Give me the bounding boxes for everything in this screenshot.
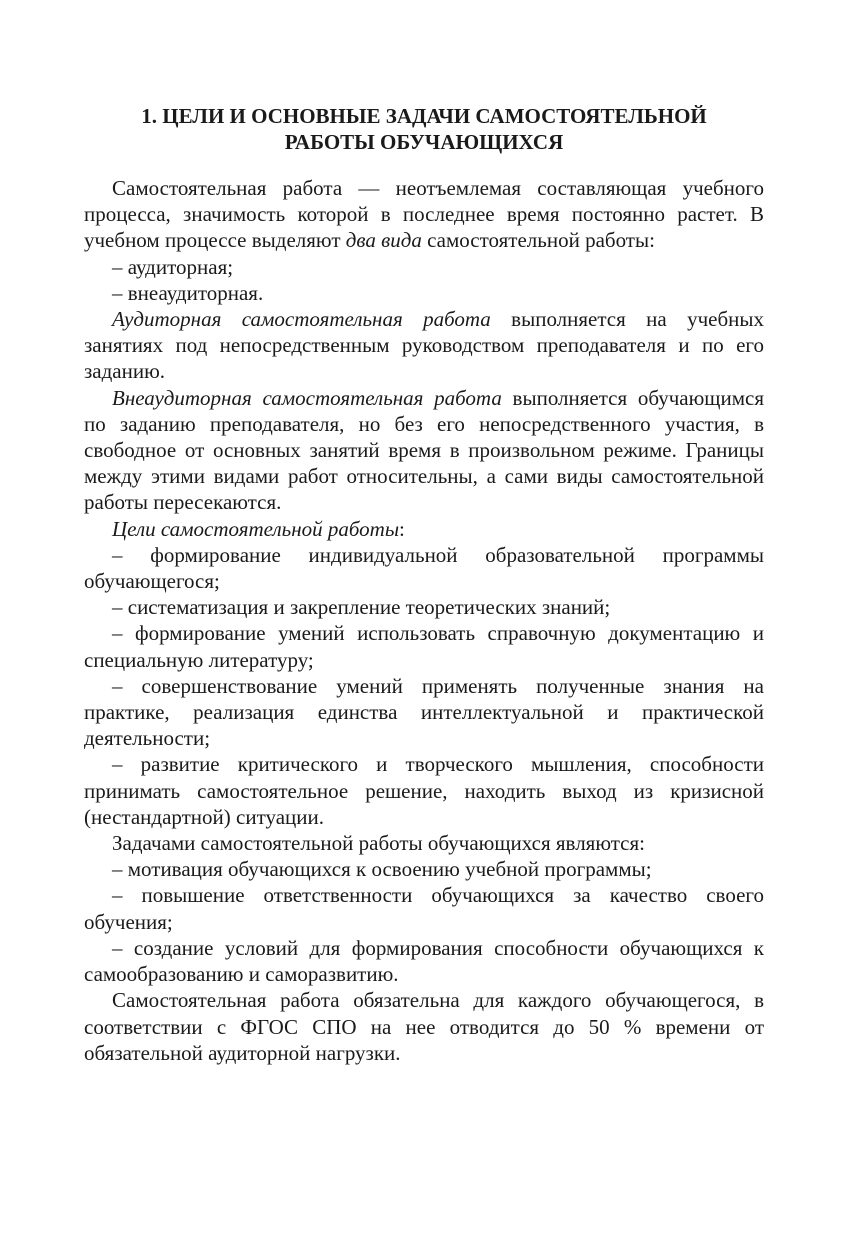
section-title-line-2: РАБОТЫ ОБУЧАЮЩИХСЯ — [284, 130, 564, 154]
goal-item: – совершенствование умений применять полученные знания на практике, реализация единства интеллектуальной и практической деятельности; — [84, 673, 764, 751]
auditorium-text: выполняется на учебных занятиях под непосредственным руководством преподавателя и по его заданию. — [84, 307, 764, 384]
tasks-heading: Задачами самостоятельной работы обучающихся являются: — [112, 831, 645, 856]
auditorium-paragraph — [84, 306, 764, 385]
goal-item: – развитие критического и творческого мышления, способности принимать самостоятельное решение, находить выход из кризисной (нестандартной) ситуации. — [84, 752, 764, 829]
goal-item: – систематизация и закрепление теоретических знаний; — [112, 595, 611, 620]
list-item: – внеаудиторная. — [112, 280, 264, 305]
extracurricular-paragraph — [84, 385, 764, 516]
goals-heading-term: Цели самостоятельной работы — [112, 516, 400, 541]
extracurricular-text: выполняется обучающимся по заданию преподавателя, но без его непосредственного участия, в свободное от основных занятий время в произвольном режиме. Границы между этими видами работ относительны, а сами виды самостоятельной работы пересекаются. — [84, 385, 764, 515]
intro-emphasis: два вида — [345, 228, 422, 253]
section-title-line-1: 1. ЦЕЛИ И ОСНОВНЫЕ ЗАДАЧИ САМОСТОЯТЕЛЬНОЙ — [141, 104, 707, 128]
intro-paragraph — [84, 175, 764, 254]
task-item: – мотивация обучающихся к освоению учебной программы; — [112, 857, 652, 882]
task-item: – повышение ответственности обучающихся за качество своего обучения; — [84, 883, 764, 934]
goal-item: – формирование индивидуальной образовательной программы обучающегося; — [84, 542, 764, 594]
intro-text: Самостоятельная работа — неотъемлемая составляющая учебного процесса, значимость которой в последнее время постоянно растет. В учебном процессе выделяют — [84, 176, 764, 253]
goals-heading-colon: : — [399, 516, 405, 541]
list-item: – аудиторная; — [112, 254, 234, 279]
goal-item: – формирование умений использовать справочную документацию и специальную литературу; — [84, 621, 764, 672]
intro-text-tail: самостоятельной работы: — [421, 228, 655, 253]
task-item: – создание условий для формирования способности обучающихся к самообразованию и саморазвитию. — [84, 935, 764, 987]
auditorium-term: Аудиторная самостоятельная работа — [112, 307, 491, 332]
extracurricular-term: Внеаудиторная самостоятельная работа — [112, 385, 502, 410]
section-title — [84, 103, 764, 155]
goals-heading — [84, 516, 764, 542]
final-paragraph: Самостоятельная работа обязательна для каждого обучающегося, в соответствии с ФГОС СПО на нее отводится до 50 % времени от обязательной аудиторной нагрузки. — [84, 988, 764, 1065]
